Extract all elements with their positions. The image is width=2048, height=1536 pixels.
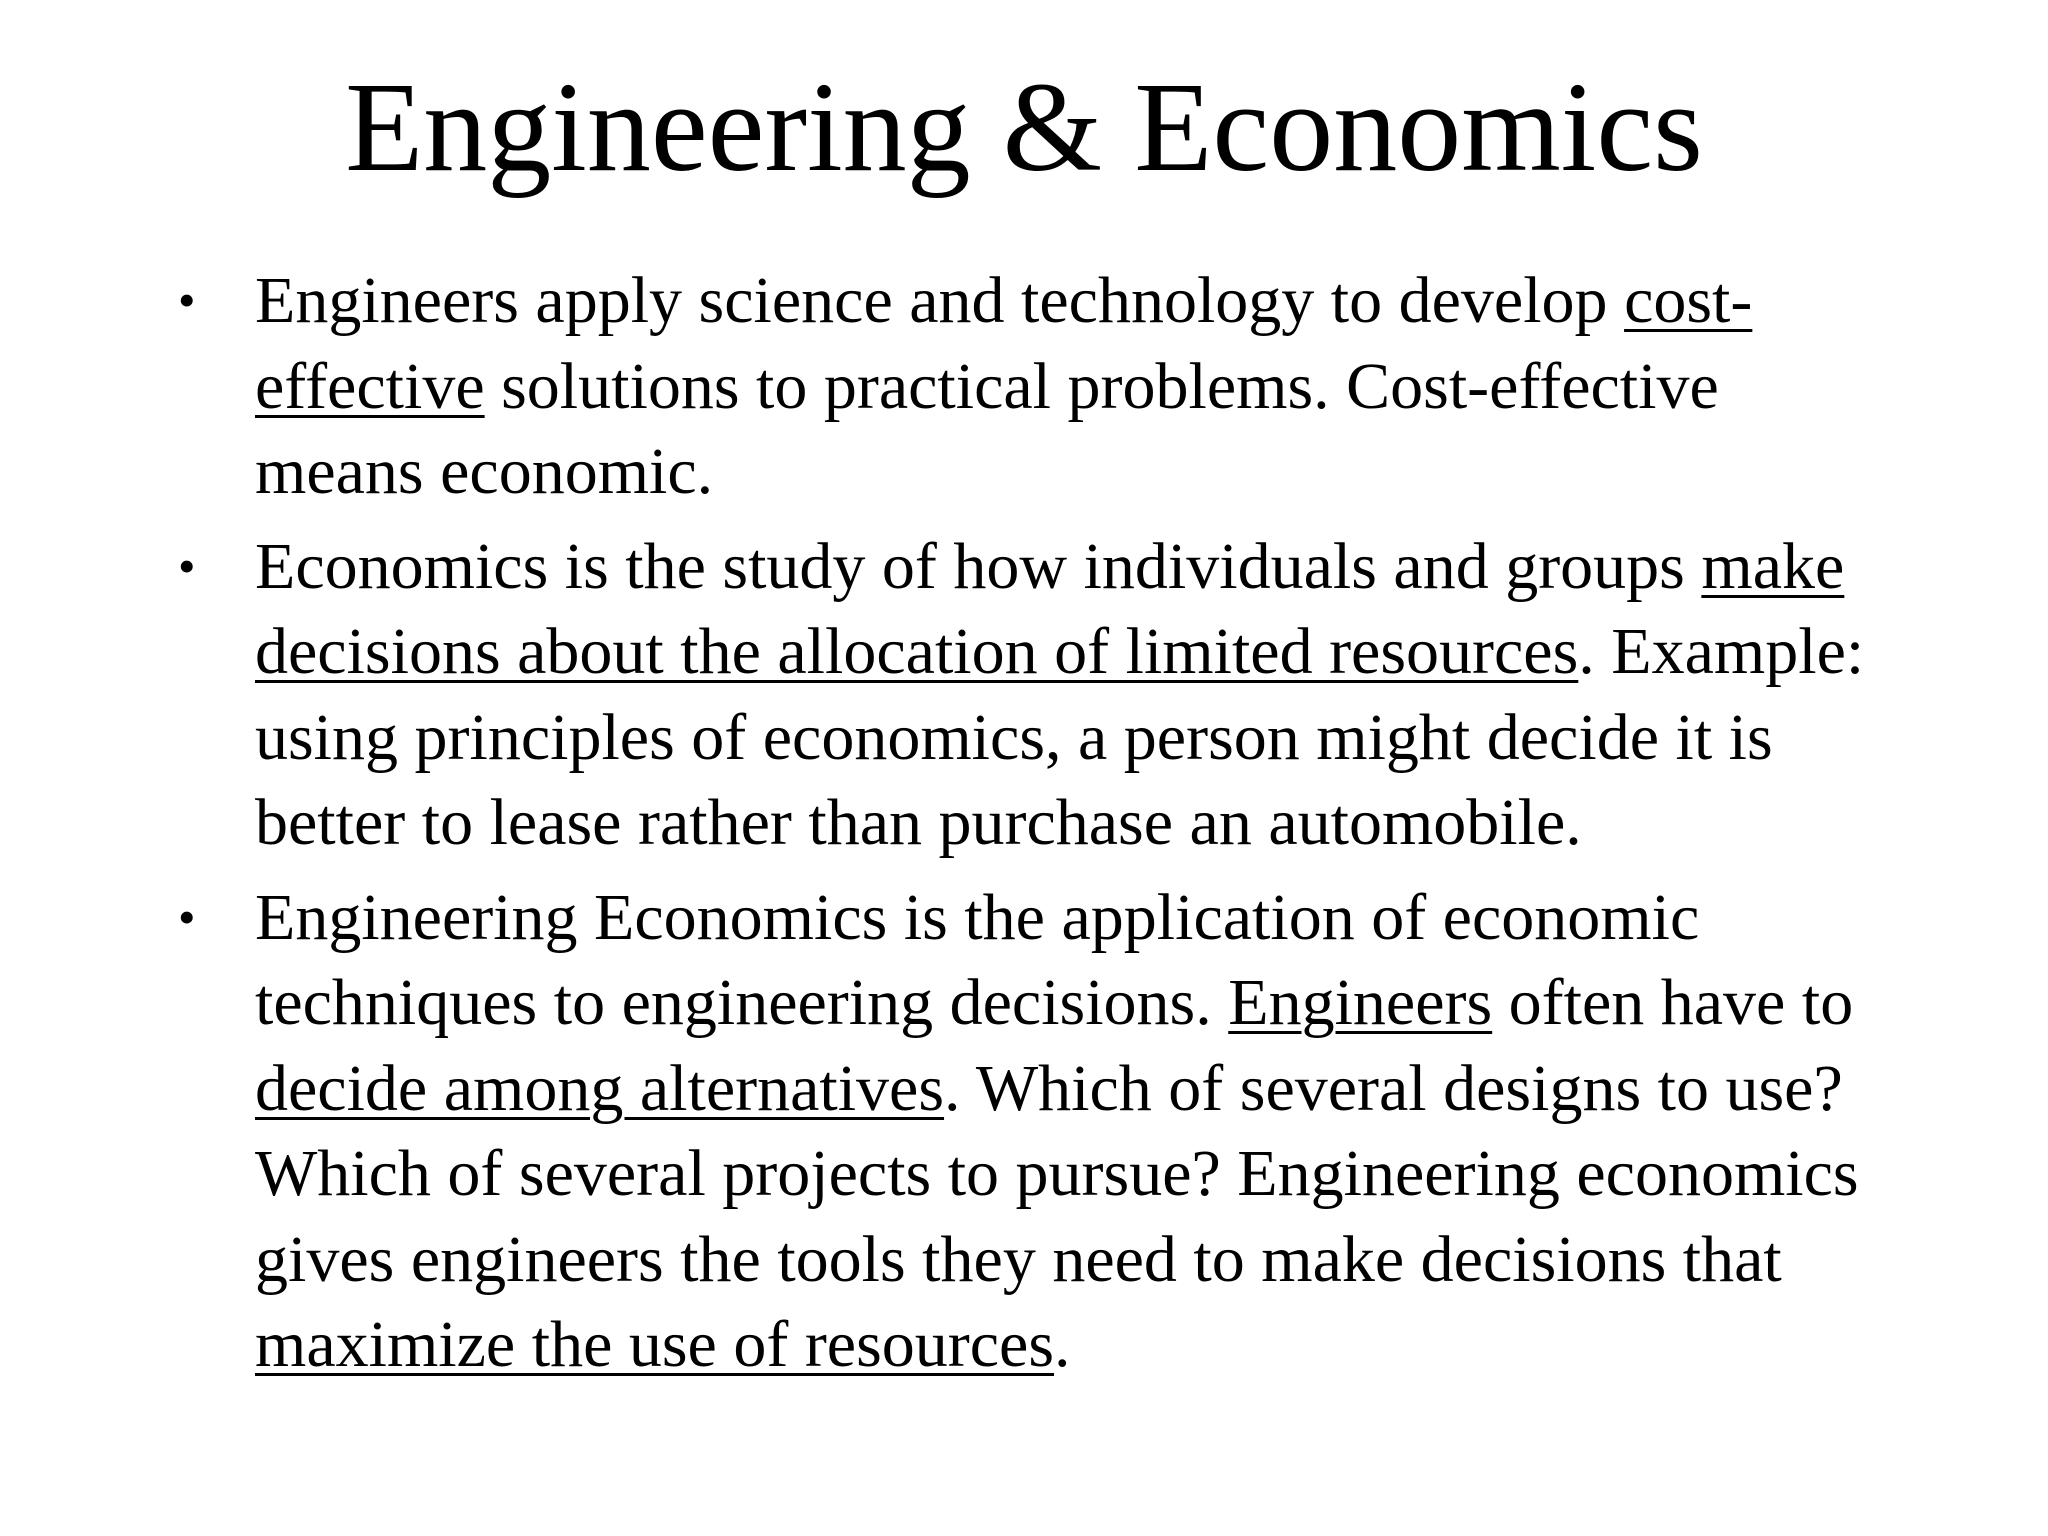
bullet-text: Engineers apply science and technology to develop xyxy=(255,264,1625,337)
underlined-phrase-engineers: Engineers xyxy=(1228,966,1493,1039)
underlined-phrase-resources: maximize the use of resources xyxy=(255,1308,1055,1381)
bullet-text: solutions to practical problems. Cost-effective means economic. xyxy=(255,349,1719,508)
underlined-phrase-allocation: make decisions about the allocation of limited resources xyxy=(255,529,1845,688)
bullet-text: . Which of several designs to use? Which of several projects to pursue? Engineering economics gives engineers the tools they need to make decisions that xyxy=(255,1051,1859,1296)
underlined-phrase-alternatives: decide among alternatives xyxy=(255,1051,945,1125)
bullet-text: often have to xyxy=(1492,966,1854,1039)
bullet-text: . Example: using principles of economics, a person might decide it is better to lease rather than purchase an automobile. xyxy=(255,615,1865,859)
bullet-item-economics xyxy=(178,524,1868,866)
bullet-icon: • xyxy=(178,272,196,328)
bullet-list xyxy=(178,258,1868,1397)
bullet-text: Economics is the study of how individuals and groups xyxy=(255,529,1702,603)
bullet-item-cost-effective xyxy=(178,258,1868,515)
bullet-icon: • xyxy=(178,537,196,594)
bullet-item-engineering-economics xyxy=(178,875,1868,1388)
bullet-text: Engineering Economics is the application of economic techniques to engineering decisions. xyxy=(255,880,1700,1039)
slide-title: Engineering & Economics xyxy=(345,56,1703,198)
underlined-phrase-cost-effective: cost-effective xyxy=(255,264,1753,423)
bullet-icon: • xyxy=(178,888,196,945)
bullet-text: . xyxy=(1054,1308,1071,1381)
